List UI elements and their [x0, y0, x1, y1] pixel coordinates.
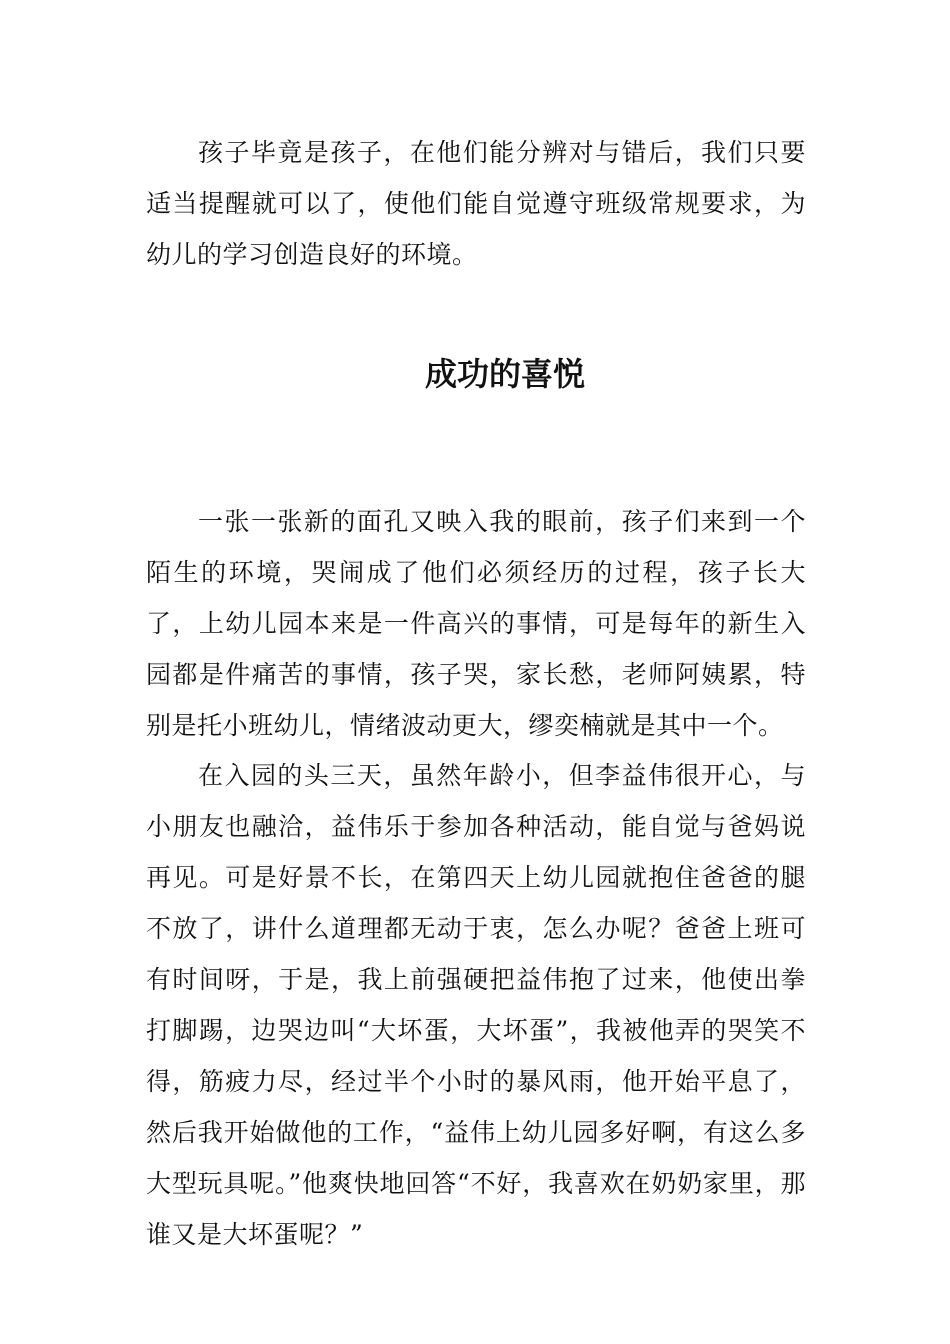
body-paragraph-1: 一张一张新的面孔又映入我的眼前，孩子们来到一个陌生的环境，哭闹成了他们必须经历的过程，孩子长大了，上幼儿园本来是一件高兴的事情，可是每年的新生入园都是件痛苦的事情，孩子哭，家长愁，老师阿姨累，特别是托小班幼儿，情绪波动更大，缪奕楠就是其中一个。	[146, 507, 806, 740]
body-paragraph-2: 在入园的头三天，虽然年龄小，但李益伟很开心，与小朋友也融洽，益伟乐于参加各种活动，能自觉与爸妈说再见。可是好景不长，在第四天上幼儿园就抱住爸爸的腿不放了，讲什么道理都无动于衷，怎么办呢？爸爸上班可有时间呀，于是，我上前强硬把益伟抱了过来，他使出拳打脚踢，边哭边叫“大坏蛋，大坏蛋”，我被他弄的哭笑不得，筋疲力尽，经过半个小时的暴风雨，他开始平息了，然后我开始做他的工作，“益伟上幼儿园多好啊，有这么多大型玩具呢。”他爽快地回答“不好，我喜欢在奶奶家里，那谁又是大坏蛋呢？”	[146, 761, 806, 1249]
intro-paragraph: 孩子毕竟是孩子，在他们能分辨对与错后，我们只要适当提醒就可以了，使他们能自觉遵守班级常规要求，为幼儿的学习创造良好的环境。	[146, 138, 806, 269]
section-title: 成功的喜悦	[424, 355, 585, 393]
